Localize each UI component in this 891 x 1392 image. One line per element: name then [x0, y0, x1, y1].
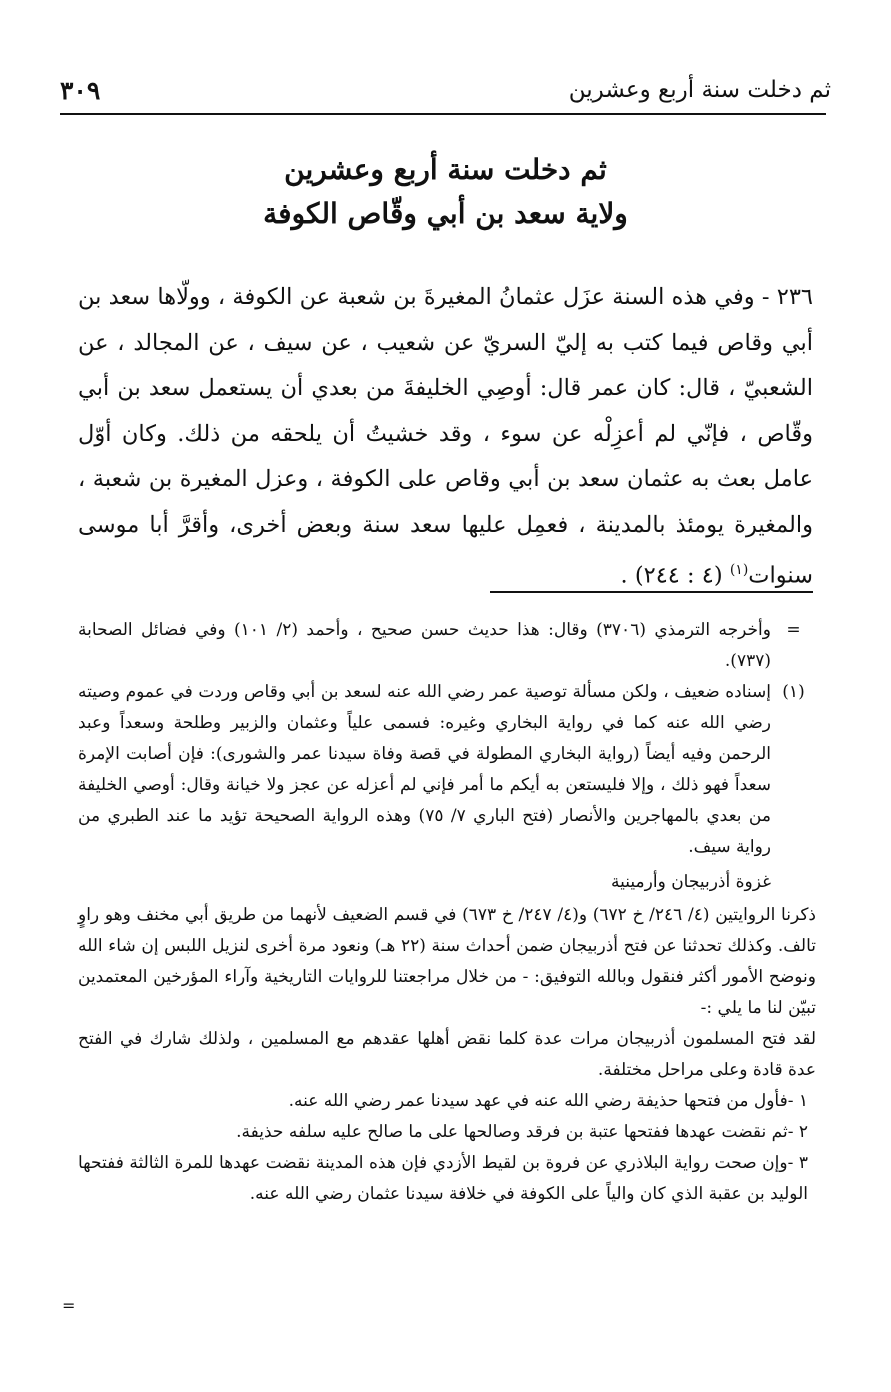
footnote-subtitle: غزوة أذربيجان وأرمينية	[611, 872, 771, 892]
footnote-list-item-1: ١ -فأول من فتحها حذيفة رضي الله عنه في عهد سيدنا عمر رضي الله عنه.	[288, 1091, 808, 1111]
footnote-reference: (١)	[729, 562, 749, 578]
running-title: ثم دخلت سنة أربع وعشرين	[568, 77, 831, 103]
footnote-list-item-3: ٣ -وإن صحت رواية البلاذري عن فروة بن لقيط الأزدي فإن هذه المدينة نقضت عهدها للمرة الثالثة ففتحها الوليد بن عقبة الذي كان والياً على الكوفة في خلافة سيدنا عثمان رضي الله عنه.	[78, 1153, 808, 1204]
report-number: ٢٣٦	[776, 284, 813, 310]
footnote-1	[78, 677, 816, 900]
footnote-continued	[78, 615, 816, 677]
main-text	[78, 275, 813, 599]
footnote-para-2: لقد فتح المسلمون أذربيجان مرات عدة كلما نقض أهلها عقدهم مع المسلمين ، ولذلك شارك في الفتح عدة قادة وعلى مراحل مختلفة.	[78, 1029, 816, 1080]
report-text: - وفي هذه السنة عزَل عثمانُ المغيرةَ بن شعبة عن الكوفة ، وولّاها سعد بن أبي وقاص فيما كتب به إليّ السريّ عن شعيب ، عن سيف ، عن المجالد ، عن الشعبيّ ، قال: كان عمر قال: أوصِي الخليفةَ من بعدي أن يستعمل سعد بن أبي وقّاص ، فإنّي لم أعزِلْه عن سوء ، وقد خشيتُ أن يلحقه من ذلك. وكان أوّل عامل بعث به عثمان سعد بن أبي وقاص على الكوفة ، وعزل المغيرة بن شعبة ، والمغيرة يومئذ بالمدينة ، فعمِل عليها سعد سنة وبعض أخرى، وأقرَّ أبا موسى سنوات	[78, 284, 813, 589]
footnote-list-item-2: ٢ -ثم نقضت عهدها ففتحها عتبة بن فرقد وصالحها على ما صالح عليه سلفه حذيفة.	[236, 1122, 808, 1142]
footnotes	[78, 615, 816, 1210]
footnote-rule	[490, 591, 813, 593]
footnote-1-body	[78, 677, 771, 900]
source-reference: (٤ : ٢٤٤) .	[620, 562, 723, 589]
chapter-heading: ثم دخلت سنة أربع وعشرين	[284, 153, 607, 186]
page-number: ٣٠٩	[60, 75, 101, 105]
header-rule	[60, 113, 826, 115]
continued-text: وأخرجه الترمذي (٣٧٠٦) وقال: هذا حديث حسن صحيح ، وأحمد (٢/ ١٠١) وفي فضائل الصحابة (٧٣٧).	[78, 620, 771, 671]
continues-mark: =	[62, 1296, 76, 1315]
running-header	[60, 70, 831, 110]
section-heading: ولاية سعد بن أبي وقّاص الكوفة	[263, 197, 628, 230]
footnote-para-1: ذكرنا الروايتين (٤/ ٢٤٦/ خ ٦٧٢) و(٤/ ٢٤٧/ خ ٦٧٣) في قسم الضعيف لأنهما من طريق أبي مخنف وهو راوٍ تالف. وكذلك تحدثنا عن فتح أذربيجان ضمن أحداث سنة (٢٢ هـ) ونعود مرة أخرى لنزيل اللبس إن شاء الله ونوضح الأمور أكثر فنقول وبالله التوفيق: - من خلال مراجعتنا للروايات التاريخية وآراء المؤرخين المعتمدين تبيّن لنا ما يلي :-	[78, 905, 816, 1018]
footnote-1-text: إسناده ضعيف ، ولكن مسألة توصية عمر رضي الله عنه لسعد بن أبي وقاص وردت في عموم وصيته رضي الله عنه كما في رواية البخاري وغيره: فسمى علياً وعثمان والزبير وطلحة وسعداً وعبد الرحمن وفيه أيضاً (رواية البخاري المطولة في قصة وفاة سيدنا عمر والشورى): فإن أصابت الإمرة سعداً فهو ذلك ، وإلا فليستعن به أيكم ما أمر فإني لم أعزله عن عجز ولا خيانة وقال: أوصي الخليفة من بعدي بالمهاجرين والأنصار (فتح الباري ٧/ ٧٥) وهذه الرواية الصحيحة تؤيد ما عند الطبري من رواية سيف.	[78, 682, 771, 857]
footnote-1-mark: (١)	[782, 682, 805, 702]
continued-mark: =	[786, 620, 801, 640]
main-paragraph	[78, 275, 813, 599]
